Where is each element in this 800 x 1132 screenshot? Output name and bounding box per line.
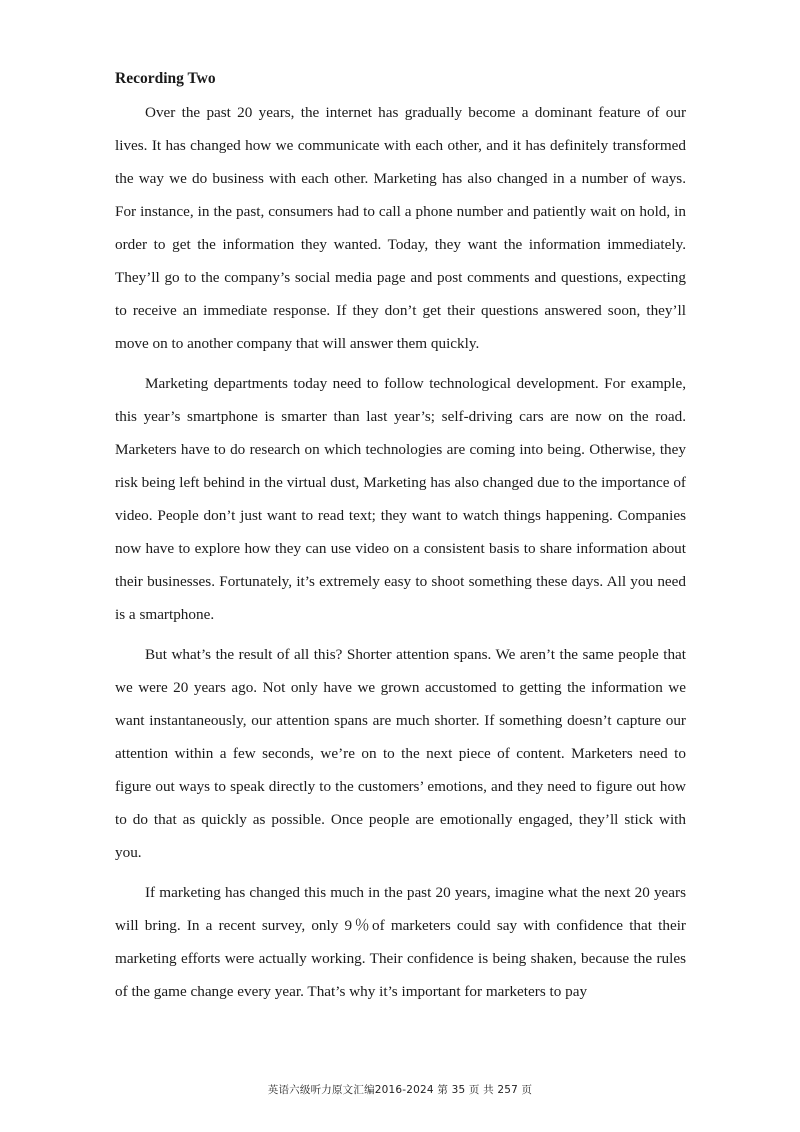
paragraph-1: Over the past 20 years, the internet has gradually become a dominant feature of our lives. It has changed how we communicate with each other, and it has definitely transformed the way we do business with each other. Marketing has also changed in a number of ways. For instance, in the past, consumers had to call a phone number and patiently wait on hold, in order to get the information they wanted. Today, they want the information immediately. They’ll go to the company’s social media page and post comments and questions, expecting to receive an immediate response. If they don’t get their questions answered soon, they’ll move on to another company that will answer them quickly. [115,104,686,352]
paragraph-4: If marketing has changed this much in the past 20 years, imagine what the next 20 years will bring. In a recent survey, only 9％of marketers could say with confidence that their marketing efforts were actually working. Their confidence is being shaken, because the rules of the game change every year. That’s why it’s important for marketers to pay [115,884,686,1000]
document-body [115,64,686,1015]
paragraph-3: But what’s the result of all this? Shorter attention spans. We aren’t the same people that we were 20 years ago. Not only have we grown accustomed to getting the information we want instantaneously, our attention spans are much shorter. If something doesn’t capture our attention within a few seconds, we’re on to the next piece of content. Marketers need to figure out ways to speak directly to the customers’ emotions, and they need to figure out how to do that as quickly as possible. Once people are emotionally engaged, they’ll stick with you. [115,646,686,861]
section-heading: Recording Two [115,70,216,87]
page-footer: 英语六级听力原文汇编2016-2024 第 35 页 共 257 页 [267,1084,533,1096]
paragraph-2: Marketing departments today need to follow technological development. For example, this year’s smartphone is smarter than last year’s; self-driving cars are now on the road. Marketers have to do research on which technologies are coming into being. Otherwise, they risk being left behind in the virtual dust, Marketing has also changed due to the importance of video. People don’t just want to read text; they want to watch things happening. Companies now have to explore how they can use video on a consistent basis to share information about their businesses. Fortunately, it’s extremely easy to shoot something these days. All you need is a smartphone. [115,375,686,623]
